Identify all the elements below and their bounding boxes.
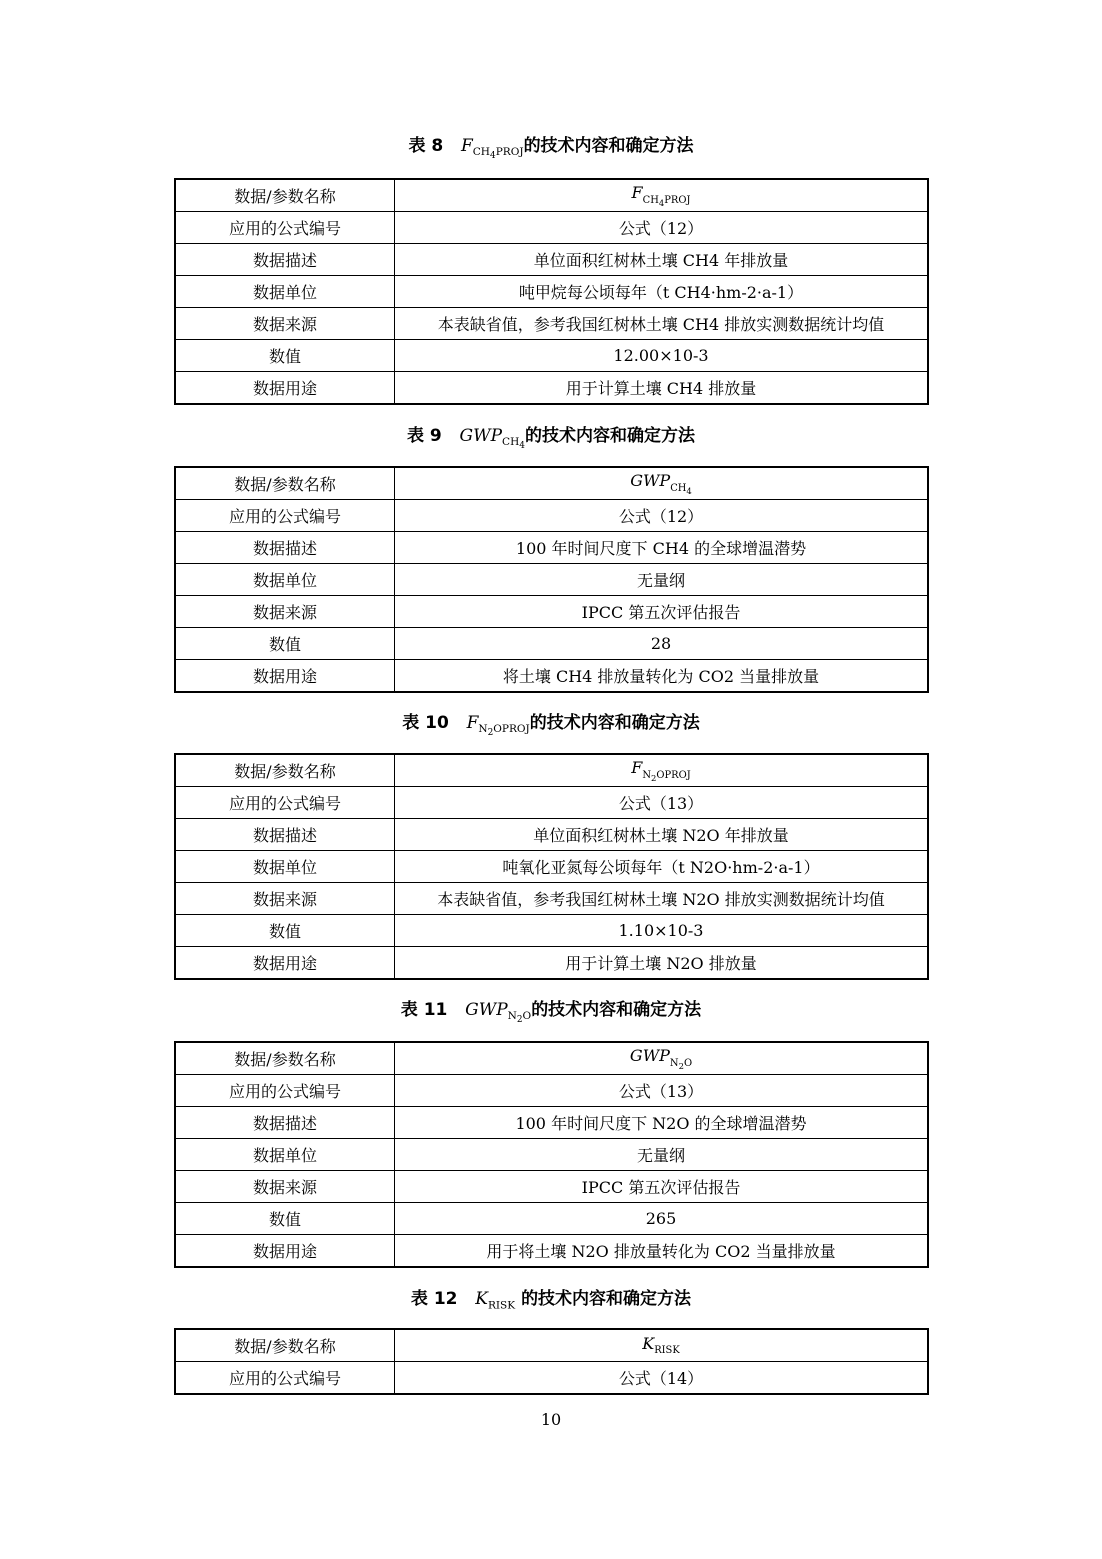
- row-label: 应用的公式编号: [176, 787, 395, 819]
- row-label: 数据来源: [176, 596, 395, 628]
- table-row: [176, 755, 928, 787]
- table-row: [176, 1139, 928, 1171]
- row-value: 用于计算土壤 CH4 排放量: [395, 372, 928, 404]
- table-row: [176, 308, 928, 340]
- table-row: [176, 883, 928, 915]
- table-row: [176, 1235, 928, 1267]
- row-label: 数据单位: [176, 276, 395, 308]
- table-row: [176, 244, 928, 276]
- table-row: [176, 468, 928, 500]
- table-caption: [0, 424, 1102, 459]
- parameter-table: [175, 179, 928, 404]
- row-label: 数据用途: [176, 1235, 395, 1267]
- parameter-table: [175, 467, 928, 692]
- row-label: 数值: [176, 915, 395, 947]
- table-label: 表 8: [408, 136, 444, 156]
- table-label: 表 9: [407, 426, 442, 446]
- table-row: [176, 1362, 928, 1394]
- table-title: 的技术内容和确定方法: [529, 713, 700, 733]
- table-caption: [0, 711, 1102, 746]
- row-value: 公式（13）: [395, 1075, 928, 1107]
- table-row: [176, 500, 928, 532]
- row-label: 应用的公式编号: [176, 212, 395, 244]
- table-row: [176, 1203, 928, 1235]
- table-row: [176, 819, 928, 851]
- table-title: 的技术内容和确定方法: [524, 426, 695, 446]
- row-label: 应用的公式编号: [176, 1075, 395, 1107]
- table-title: 的技术内容和确定方法: [521, 1289, 692, 1309]
- table-row: [176, 340, 928, 372]
- parameter-table: [175, 754, 928, 979]
- symbol: $F_{N_2OPROJ}$: [466, 713, 530, 739]
- symbol: $F_{CH_4PROJ}$: [460, 136, 524, 162]
- parameter-table: [175, 1329, 928, 1394]
- table-row: [176, 851, 928, 883]
- table-row: [176, 212, 928, 244]
- row-label: 数据来源: [176, 1171, 395, 1203]
- table-row: [176, 787, 928, 819]
- row-label: 数据单位: [176, 564, 395, 596]
- row-label: 数据/参数名称: [176, 1043, 395, 1075]
- table-label: 表 12: [410, 1289, 458, 1309]
- row-label: 数据/参数名称: [176, 1330, 395, 1362]
- symbol: $GWP_{N_2O}$: [465, 1000, 532, 1026]
- row-value: 1.10×10-3: [395, 915, 928, 947]
- row-label: 应用的公式编号: [176, 500, 395, 532]
- row-value: 12.00×10-3: [395, 340, 928, 372]
- row-label: 数据来源: [176, 308, 395, 340]
- row-label: 数据单位: [176, 851, 395, 883]
- row-label: 数据描述: [176, 1107, 395, 1139]
- row-label: 数据描述: [176, 532, 395, 564]
- row-label: 数据/参数名称: [176, 180, 395, 212]
- row-value: 吨氧化亚氮每公顷每年（t N2O·hm-2·a-1）: [395, 851, 928, 883]
- table-row: [176, 660, 928, 692]
- symbol: $K_{RISK}$: [475, 1289, 516, 1312]
- parameter-table: [175, 1042, 928, 1267]
- table-caption: [0, 998, 1102, 1033]
- row-label: 数据单位: [176, 1139, 395, 1171]
- row-label: 应用的公式编号: [176, 1362, 395, 1394]
- table-row: [176, 1043, 928, 1075]
- table-caption: [0, 134, 1102, 169]
- row-value: $F_{N_2OPROJ}$: [395, 755, 928, 787]
- table-row: [176, 1075, 928, 1107]
- table-row: [176, 947, 928, 979]
- row-value: 无量纲: [395, 564, 928, 596]
- row-label: 数值: [176, 628, 395, 660]
- row-value: 公式（12）: [395, 500, 928, 532]
- table-caption: [0, 1287, 1102, 1317]
- row-value: 吨甲烷每公顷每年（t CH4·hm-2·a-1）: [395, 276, 928, 308]
- table-title: 的技术内容和确定方法: [523, 136, 694, 156]
- row-label: 数据用途: [176, 660, 395, 692]
- row-value: 28: [395, 628, 928, 660]
- table-row: [176, 532, 928, 564]
- table-label: 表 11: [400, 1000, 448, 1020]
- row-label: 数据来源: [176, 883, 395, 915]
- row-label: 数据描述: [176, 819, 395, 851]
- table-row: [176, 372, 928, 404]
- table-row: [176, 564, 928, 596]
- table-row: [176, 1107, 928, 1139]
- row-value: 公式（14）: [395, 1362, 928, 1394]
- row-label: 数据用途: [176, 947, 395, 979]
- row-value: 100 年时间尺度下 N2O 的全球增温潜势: [395, 1107, 928, 1139]
- page-number: 10: [540, 1410, 562, 1429]
- row-label: 数据/参数名称: [176, 755, 395, 787]
- row-value: IPCC 第五次评估报告: [395, 1171, 928, 1203]
- row-label: 数据/参数名称: [176, 468, 395, 500]
- row-value: 单位面积红树林土壤 N2O 年排放量: [395, 819, 928, 851]
- row-value: 本表缺省值，参考我国红树林土壤 CH4 排放实测数据统计均值: [395, 308, 928, 340]
- row-value: 单位面积红树林土壤 CH4 年排放量: [395, 244, 928, 276]
- table-label: 表 10: [402, 713, 449, 733]
- row-label: 数据描述: [176, 244, 395, 276]
- row-value: $K_{RISK}$: [395, 1330, 928, 1362]
- row-label: 数值: [176, 1203, 395, 1235]
- row-value: 将土壤 CH4 排放量转化为 CO2 当量排放量: [395, 660, 928, 692]
- row-value: $F_{CH_4PROJ}$: [395, 180, 928, 212]
- table-row: [176, 1330, 928, 1362]
- row-value: 公式（13）: [395, 787, 928, 819]
- table-row: [176, 915, 928, 947]
- row-value: 用于计算土壤 N2O 排放量: [395, 947, 928, 979]
- table-row: [176, 1171, 928, 1203]
- table-row: [176, 628, 928, 660]
- row-value: $GWP_{N_2O}$: [395, 1043, 928, 1075]
- table-row: [176, 596, 928, 628]
- symbol: $GWP_{CH_4}$: [459, 426, 525, 452]
- row-value: 100 年时间尺度下 CH4 的全球增温潜势: [395, 532, 928, 564]
- row-value: 265: [395, 1203, 928, 1235]
- table-title: 的技术内容和确定方法: [531, 1000, 702, 1020]
- table-row: [176, 276, 928, 308]
- row-value: 本表缺省值，参考我国红树林土壤 N2O 排放实测数据统计均值: [395, 883, 928, 915]
- row-value: IPCC 第五次评估报告: [395, 596, 928, 628]
- row-value: $GWP_{CH_4}$: [395, 468, 928, 500]
- row-value: 公式（12）: [395, 212, 928, 244]
- row-value: 用于将土壤 N2O 排放量转化为 CO2 当量排放量: [395, 1235, 928, 1267]
- row-value: 无量纲: [395, 1139, 928, 1171]
- row-label: 数据用途: [176, 372, 395, 404]
- row-label: 数值: [176, 340, 395, 372]
- table-row: [176, 180, 928, 212]
